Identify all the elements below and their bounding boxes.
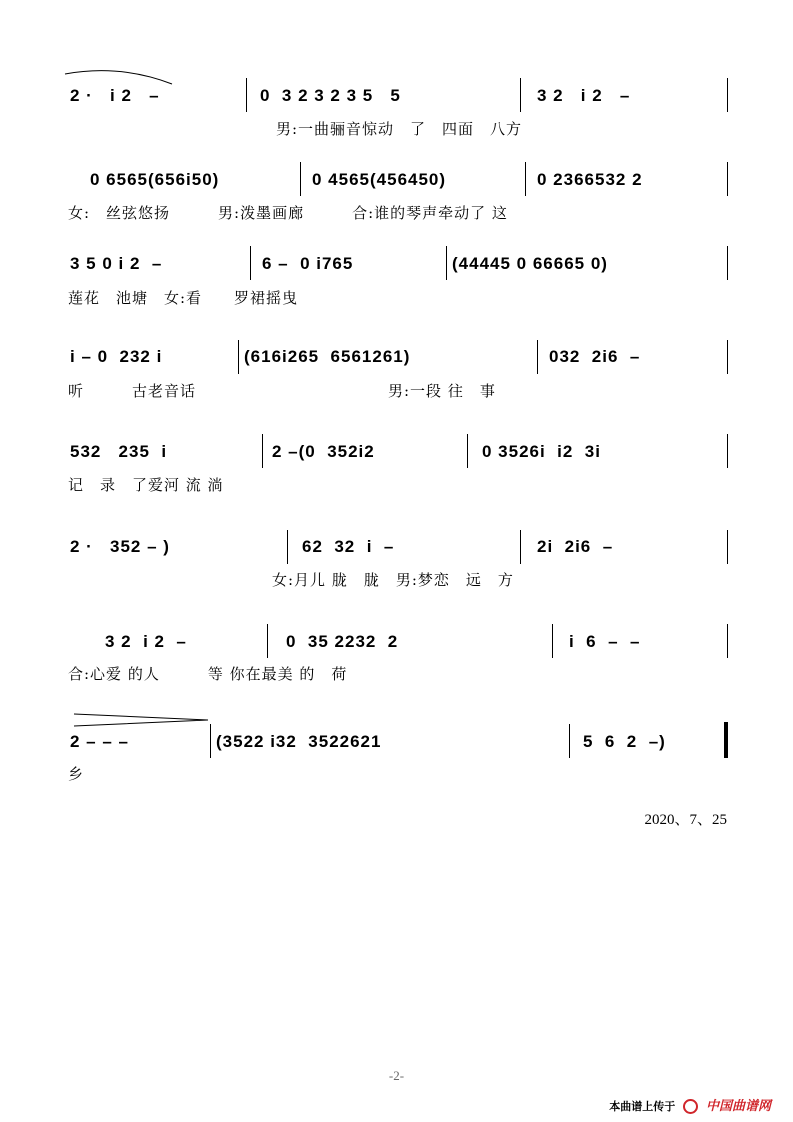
notes-r5c: 0 3526i i2 3i	[482, 442, 601, 461]
final-barline	[724, 722, 728, 758]
footer-brand: 中国曲谱网	[705, 1098, 771, 1114]
notes-r1b: 0 3 2 3 2 3 5 5	[260, 86, 401, 105]
tie-arc	[60, 66, 180, 88]
lyric-line-3: 莲花 池塘 女:看 罗裙摇曳	[68, 289, 299, 307]
notes-r6b: 62 32 i –	[302, 537, 395, 556]
lyric-line-5: 记 录 了爱河 流 淌	[68, 476, 224, 494]
notes-r8b: (3522 i32 3522621	[216, 732, 382, 751]
notes-r6a: 2 · 352 – )	[70, 537, 170, 556]
notes-r2c: 0 2366532 2	[537, 170, 643, 189]
notes-r7c: i 6 – –	[569, 632, 641, 651]
lyric-line-7: 合:心爱 的人 等 你在最美 的 荷	[68, 665, 348, 683]
notes-r4a: i – 0 232 i	[70, 347, 163, 366]
site-logo-icon	[683, 1099, 698, 1114]
footer-upload-text: 本曲谱上传于	[609, 1099, 676, 1113]
notes-r5a: 532 235 i	[70, 442, 168, 461]
lyric-line-6: 女:月儿 胧 胧 男:梦恋 远 方	[272, 571, 514, 589]
notes-r7b: 0 35 2232 2	[286, 632, 399, 651]
notes-r2b: 0 4565(456450)	[312, 170, 447, 189]
notes-r5b: 2 –(0 352i2	[272, 442, 375, 461]
notes-r8a: 2 – – –	[70, 732, 129, 751]
footer-watermark	[609, 1095, 771, 1115]
decrescendo-mark	[72, 712, 212, 728]
notes-r2a: 0 6565(656i50)	[90, 170, 220, 189]
notes-r4c: 032 2i6 –	[549, 347, 641, 366]
notes-r1c: 3 2 i 2 –	[537, 86, 631, 105]
notes-r7a: 3 2 i 2 –	[105, 632, 187, 651]
notes-r3b: 6 – 0 i765	[262, 254, 354, 273]
lyric-line-8: 乡	[68, 765, 85, 783]
lyric-line-2: 女: 丝弦悠扬 男:泼墨画廊 合:谁的琴声牵动了 这	[68, 204, 508, 222]
notes-r3c: (44445 0 66665 0)	[452, 254, 608, 273]
notes-r8c: 5 6 2 –)	[583, 732, 666, 751]
lyric-line-1: 男:一曲骊音惊动 了 四面 八方	[276, 120, 523, 138]
notes-r1a: 2 · i 2 –	[70, 86, 160, 105]
notes-r3a: 3 5 0 i 2 –	[70, 254, 163, 273]
date: 2020、7、25	[644, 812, 727, 828]
notes-r6c: 2i 2i6 –	[537, 537, 614, 556]
lyric-line-4: 听 古老音话 男:一段 往 事	[68, 382, 496, 400]
page-number: -2-	[388, 1068, 405, 1083]
notes-r4b: (616i265 6561261)	[244, 347, 411, 366]
